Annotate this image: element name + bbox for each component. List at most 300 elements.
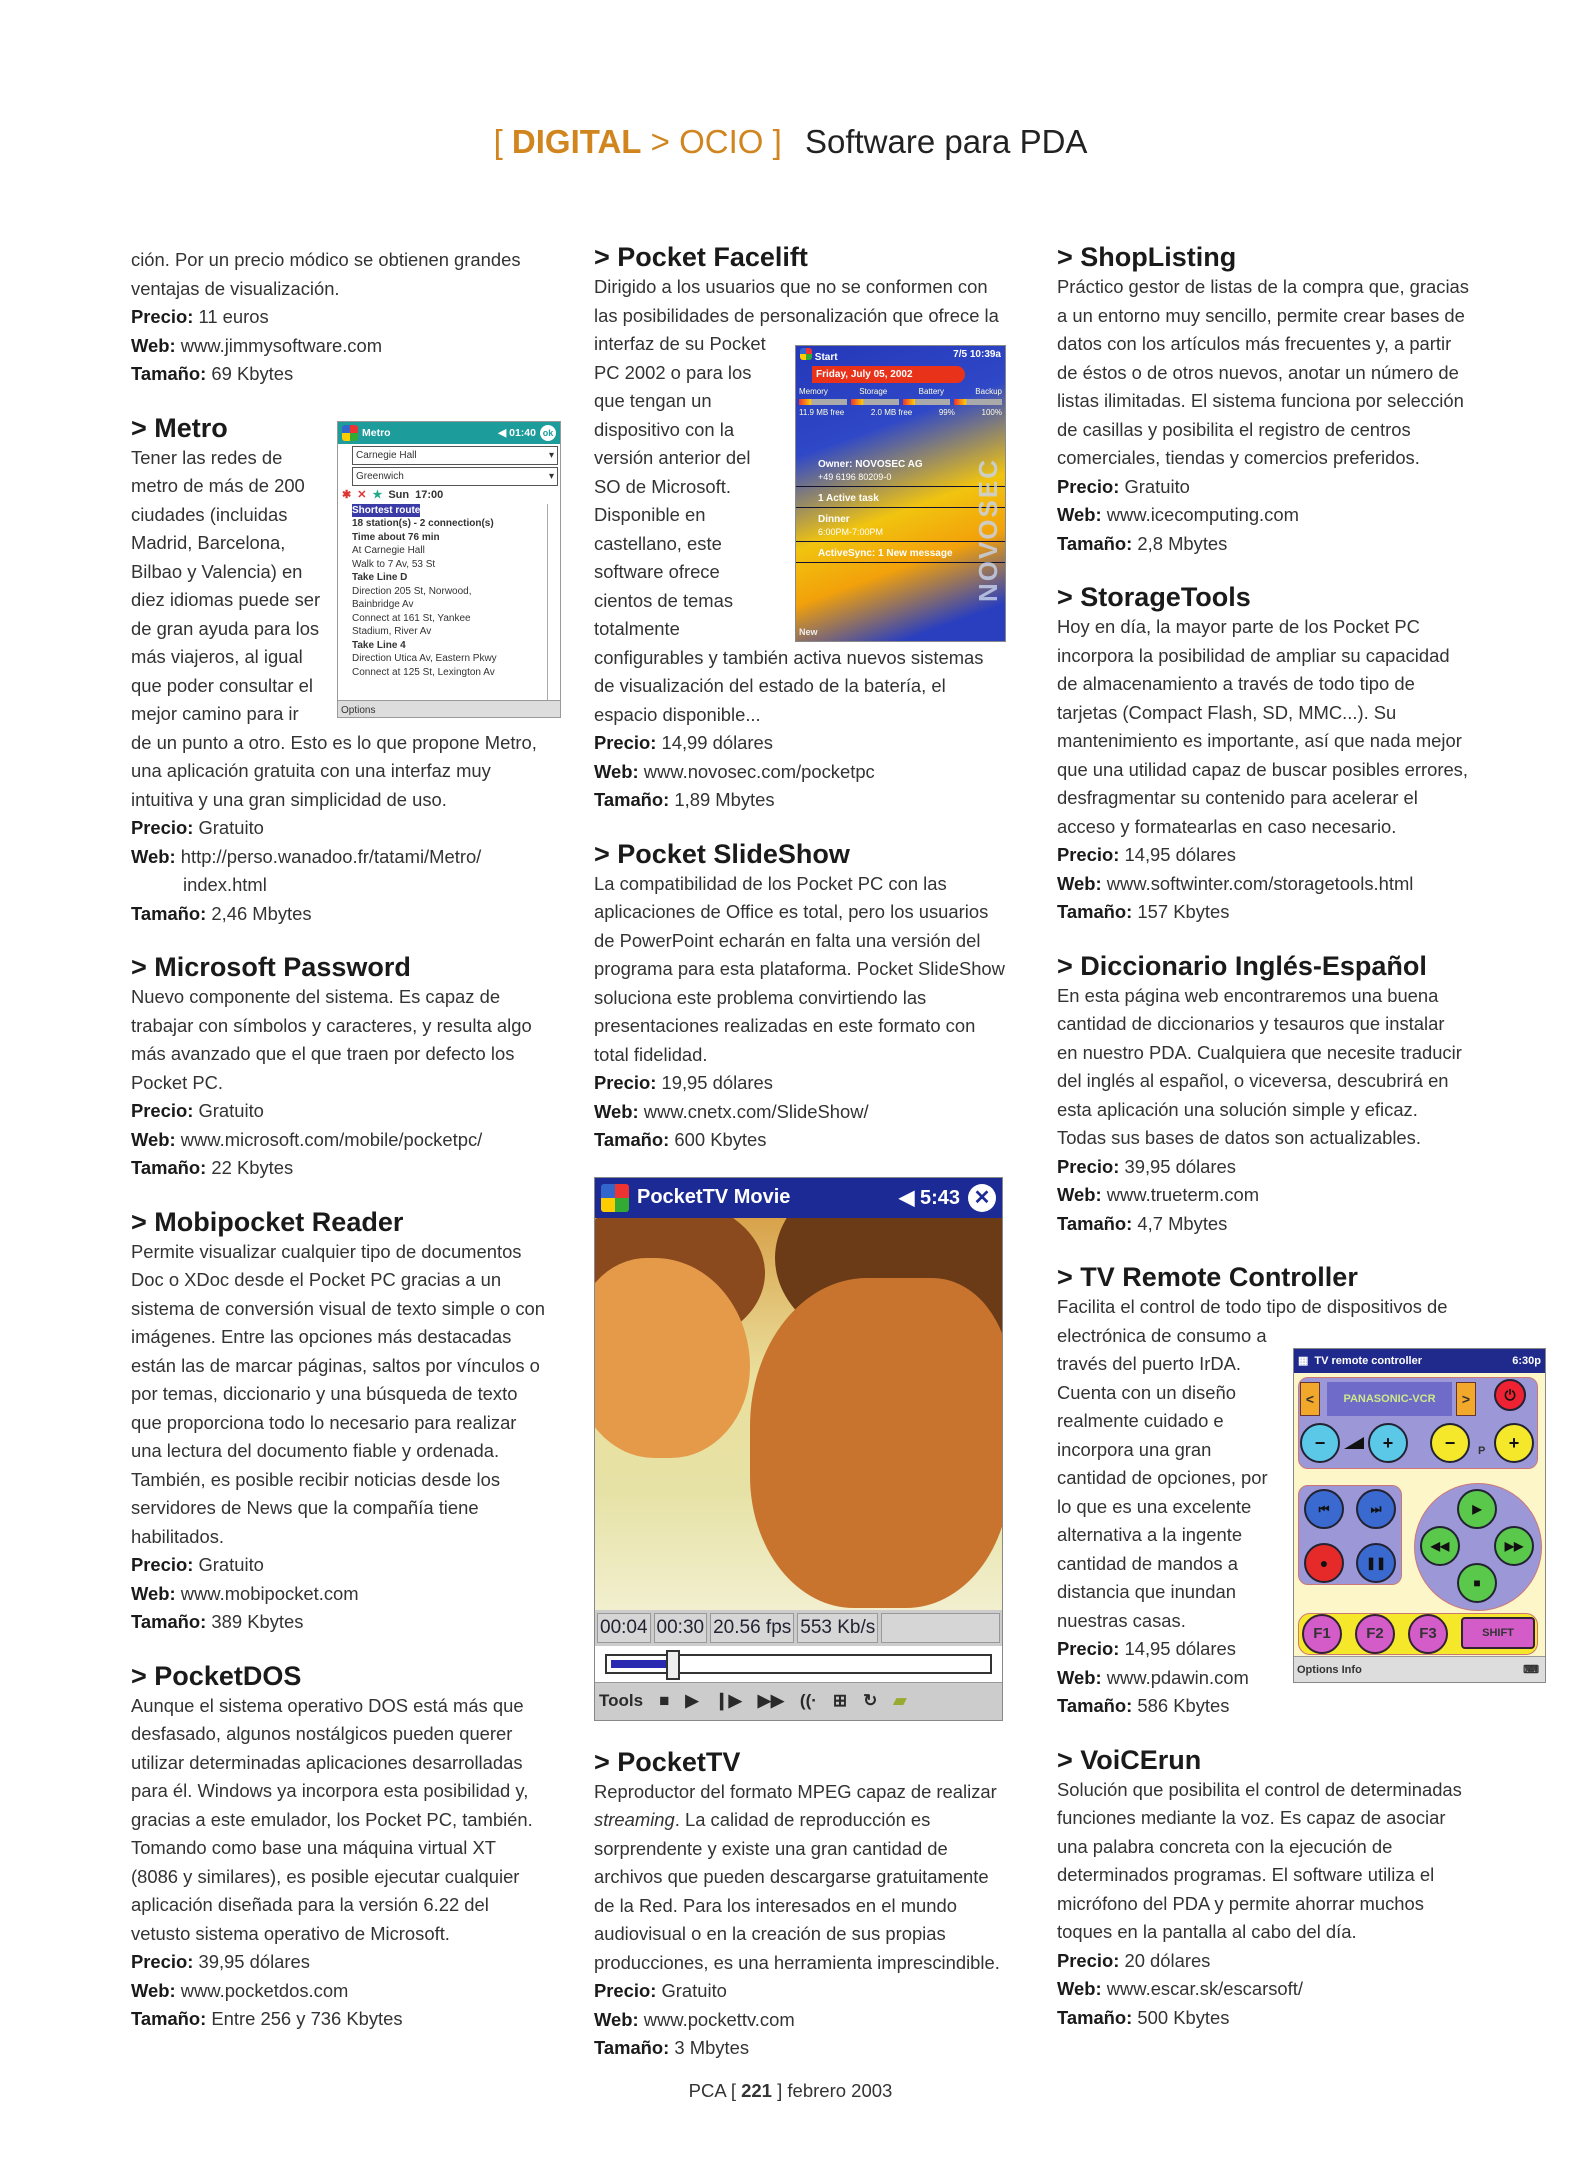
route-item: Shortest route — [352, 504, 421, 516]
price-value: 19,95 dólares — [661, 1072, 773, 1093]
route-item: Walk to 7 Av, 53 St — [352, 558, 436, 570]
step-icon[interactable]: ❙▶ — [714, 1691, 742, 1710]
size-value: 4,7 Mbytes — [1137, 1212, 1228, 1234]
title-text: TV Remote Controller — [1080, 1262, 1358, 1292]
size-label: Tamaño: — [594, 1129, 670, 1150]
star-icon[interactable]: ★ — [372, 488, 383, 501]
title-text: Mobipocket Reader — [154, 1206, 404, 1237]
new-menu[interactable]: New — [799, 627, 818, 637]
size-line — [131, 900, 545, 929]
title-arrow: > — [1057, 1262, 1073, 1292]
price-value: 11 euros — [198, 306, 269, 327]
appointment-time: 6:00PM-7:00PM — [818, 527, 884, 537]
pockettv-titlebar — [595, 1178, 1002, 1218]
next-device-button[interactable]: > — [1456, 1382, 1476, 1416]
size-value: 389 Kbytes — [211, 1611, 304, 1632]
web-line — [594, 758, 1006, 787]
article-intro-continuation — [131, 246, 545, 389]
title-arrow: > — [131, 1660, 147, 1691]
size-label: Tamaño: — [131, 1611, 207, 1632]
price-label: Precio: — [131, 1554, 194, 1575]
close-icon[interactable]: ✕ — [968, 1184, 996, 1212]
channel-up-button[interactable]: + — [1494, 1423, 1534, 1463]
web-label: Web: — [594, 1100, 639, 1122]
seek-progress — [611, 1660, 668, 1668]
web-line — [131, 332, 545, 361]
seek-bar[interactable] — [595, 1646, 1002, 1682]
title-text: Microsoft Password — [154, 952, 411, 982]
price-line — [594, 1977, 1006, 2006]
route-item: Time about 76 min — [352, 531, 440, 543]
size-line — [594, 786, 1006, 815]
owner-name: Owner: NOVOSEC AG — [818, 459, 923, 470]
web-line — [594, 1098, 1006, 1127]
route-item: Take Line 4 — [352, 639, 406, 651]
price-label: Precio: — [594, 1980, 657, 2001]
section-header — [0, 120, 1581, 164]
title-text: PocketDOS — [154, 1660, 302, 1691]
web-label: Web: — [594, 2008, 639, 2030]
article-title — [1057, 1261, 1469, 1293]
price-label: Precio: — [131, 306, 194, 327]
article-body: La compatibilidad de los Pocket PC con las aplicaciones de Office es total, pero los usuarios de PowerPoint echarán en falta una versión del programa para esta plataforma. Pocket SlideShow soluciona este problema convirtiendo las presentaciones realizadas en este formato con total fidelidad. — [594, 872, 1005, 1065]
appointment-title: Dinner — [818, 514, 850, 525]
stop-button[interactable]: ■ — [1457, 1563, 1497, 1603]
metro-clock: ◀ 01:40 — [498, 426, 536, 439]
play-icon[interactable]: ▶ — [685, 1691, 699, 1710]
loop-icon[interactable]: ↻ — [863, 1691, 878, 1710]
article-body: Facilita el control de todo tipo de dispositivos de electrónica de consumo a través del puerto IrDA. Cuenta con un diseño realmente cuidado e incorpora una gran cantidad de opciones, por lo que es una excelente alternativa a la ingente cantidad de mandos a distancia que inundan nuestras casas. — [1057, 1296, 1448, 1631]
gauge-label: Backup — [975, 387, 1002, 396]
metro-departure-time: 17:00 — [415, 488, 444, 501]
article-diccionario — [1057, 950, 1469, 1239]
price-value: 39,95 dólares — [1124, 1155, 1236, 1177]
price-line — [131, 1551, 545, 1580]
shift-button[interactable]: SHIFT — [1461, 1617, 1535, 1649]
size-line — [131, 360, 545, 389]
web-link[interactable]: www.softwinter.com/storagetools.html — [1106, 872, 1414, 894]
web-line — [594, 2006, 1006, 2035]
metro-day: Sun — [388, 488, 410, 501]
article-body: Nuevo componente del sistema. Es capaz de trabajar con símbolos y caracteres, y resulta algo más avanzado que el que traen por defecto los Pocket PC. — [131, 986, 532, 1093]
seek-handle[interactable] — [666, 1650, 680, 1680]
column-1 — [131, 246, 554, 2034]
size-label: Tamaño: — [1057, 2006, 1133, 2028]
title-text: StorageTools — [1080, 582, 1251, 612]
price-line — [1057, 1947, 1469, 1976]
price-line — [594, 1069, 1006, 1098]
size-value: 2,46 Mbytes — [211, 902, 312, 924]
price-label: Precio: — [1057, 844, 1120, 865]
power-icon[interactable]: ⏻ — [1494, 1379, 1526, 1411]
web-line — [1057, 1975, 1469, 2004]
web-line — [131, 1126, 545, 1155]
web-link[interactable]: www.icecomputing.com — [1106, 504, 1299, 525]
footer-bracket: [ — [730, 2080, 736, 2101]
prev-device-button[interactable]: < — [1300, 1382, 1320, 1416]
device-display: PANASONIC-VCR — [1327, 1382, 1452, 1416]
article-title — [594, 838, 1006, 870]
metro-app-title: Metro — [362, 426, 391, 439]
article-body: ción. Por un precio módico se obtienen grandes ventajas de visualización. — [131, 249, 521, 299]
options-menu[interactable]: Options — [1297, 1664, 1339, 1676]
gauge-value: 11.9 MB free — [799, 408, 845, 417]
route-list[interactable] — [352, 504, 548, 700]
tvremote-menu-bar — [1294, 1656, 1545, 1682]
price-value: 39,95 dólares — [198, 1951, 310, 1972]
web-link[interactable]: http://perso.wanadoo.fr/tatami/Metro/ index.html — [180, 845, 482, 895]
gauge-label: Memory — [799, 387, 828, 396]
start-menu[interactable]: Start — [814, 352, 838, 363]
volume-icon — [1344, 1437, 1364, 1449]
keyboard-icon[interactable]: ⌨ — [1523, 1664, 1539, 1676]
title-text: Metro — [154, 412, 228, 443]
price-label: Precio: — [1057, 1155, 1120, 1177]
article-pockettv — [594, 1746, 1006, 2063]
article-title — [1057, 241, 1469, 273]
size-value: 1,89 Mbytes — [674, 789, 775, 810]
f3-button[interactable]: F3 — [1408, 1614, 1448, 1654]
page-title: Software para PDA — [804, 123, 1088, 160]
facelift-screenshot — [795, 345, 1006, 642]
activesync-item[interactable]: ActiveSync: 1 New message — [796, 542, 1005, 563]
column-3 — [1057, 241, 1541, 2032]
title-arrow: > — [594, 1746, 610, 1777]
gauge-labels — [796, 385, 1005, 398]
title-arrow: > — [594, 242, 610, 272]
f2-button[interactable]: F2 — [1355, 1614, 1395, 1654]
metro-titlebar — [338, 422, 560, 444]
web-line — [1057, 501, 1469, 530]
web-label: Web: — [131, 334, 176, 356]
size-value: 500 Kbytes — [1137, 2006, 1230, 2028]
article-pocket-slideshow — [594, 838, 1006, 1155]
article-body: Solución que posibilita el control de determinadas funciones mediante la voz. Es capaz de asociar una palabra concreta con la ejecución de determinados programas. El software utiliza el micrófono del PDA y permite ahorrar muchos toques en la pantalla al cabo del día. — [1057, 1778, 1462, 1942]
size-label: Tamaño: — [131, 363, 207, 384]
size-line — [1057, 530, 1469, 559]
web-line — [131, 843, 545, 900]
price-value: Gratuito — [198, 1554, 264, 1575]
article-body: En esta página web encontraremos una buena cantidad de diccionarios y tesauros que instalar en nuestro PDA. Cualquiera que necesite traducir del inglés al español, o viceversa, descubrirá en esta aplicación una solución simple y eficaz. Todas sus bases de datos son actualizables. — [1057, 984, 1462, 1148]
price-line — [1057, 841, 1469, 870]
route-item: Direction 205 St, Norwood, — [352, 585, 472, 597]
price-line — [131, 1097, 545, 1126]
route-item: Connect at 161 St, Yankee — [352, 612, 471, 624]
size-value: 586 Kbytes — [1137, 1695, 1230, 1716]
web-link[interactable]: www.escar.sk/escarsoft/ — [1106, 1978, 1303, 1999]
metro-menu-bar — [338, 700, 560, 718]
novosec-logo: NOVOSEC — [973, 458, 1003, 603]
price-value: Gratuito — [198, 817, 264, 838]
body-text: . La calidad de reproducción es sorprendente y existe una gran cantidad de archivos que pueden descargarse gratuitamente de la Red. Para los interesados en el mundo audiovisual o en la creación de sus propias producciones, es una herramienta imprescindible. — [594, 1809, 1000, 1973]
size-line — [1057, 898, 1469, 927]
pockettv-clock: ◀ 5:43 — [899, 1187, 960, 1209]
price-label: Precio: — [594, 1072, 657, 1093]
facelift-titlebar — [796, 346, 1005, 366]
price-label: Precio: — [131, 817, 194, 838]
windows-start-icon — [800, 348, 812, 360]
size-value: 600 Kbytes — [674, 1129, 767, 1150]
article-tv-remote — [1057, 1261, 1541, 1721]
article-body: Tener las redes de metro de más de 200 ciudades (incluidas Madrid, Barcelona, Bilbao y Valencia) en diez idiomas puede ser de gran ayuda para los más viajeros, al igual que poder consultar el mejor camino para ir de un punto a otro. Esto es lo que propone Metro, una aplicación gratuita con una interfaz muy intuitiva y una gran simplicidad de uso. — [131, 446, 537, 810]
facelift-date: 7/5 — [953, 349, 968, 360]
article-body: Práctico gestor de listas de la compra que, gracias a un entorno muy sencillo, permite crear bases de datos con los artículos más frecuentes y, a partir de éstos o de otros nuevos, anotar un número de listas ilimitadas. El sistema funciona por selección de casillas y posibilita el registro de centros comerciales, tiendas y comercios preferidos. — [1057, 276, 1469, 468]
today-date: Friday, July 05, 2002 — [812, 366, 965, 383]
route-item: Connect at 125 St, Lexington Av — [352, 666, 495, 678]
size-label: Tamaño: — [1057, 1695, 1133, 1716]
footer-bracket: ] — [777, 2080, 783, 2101]
web-line — [131, 1580, 545, 1609]
gauge-label: Storage — [859, 387, 888, 396]
open-folder-icon[interactable]: ▰ — [893, 1691, 907, 1710]
size-line — [131, 1608, 545, 1637]
article-title — [594, 241, 1006, 273]
video-frame — [595, 1218, 1002, 1610]
options-menu[interactable]: Options — [341, 704, 376, 716]
article-pocketdos — [131, 1660, 545, 2034]
price-value: 14,95 dólares — [1124, 1638, 1236, 1659]
tools-menu[interactable]: Tools — [599, 1691, 644, 1710]
web-link[interactable]: www.pockettv.com — [643, 2008, 795, 2030]
price-line — [594, 729, 1006, 758]
pockettv-toolbar — [595, 1682, 1002, 1720]
price-value: 20 dólares — [1124, 1949, 1211, 1971]
size-line — [594, 1126, 1006, 1155]
gauge-value: 2.0 MB free — [870, 408, 913, 417]
size-line — [131, 2005, 545, 2034]
rewind-button[interactable]: ◀◀ — [1420, 1526, 1460, 1566]
issue-date: febrero 2003 — [787, 2080, 893, 2101]
delete-icon[interactable]: ✕ — [357, 488, 367, 501]
article-metro — [131, 412, 554, 929]
web-line — [1057, 1181, 1469, 1210]
article-title — [131, 951, 545, 983]
article-voicerun — [1057, 1744, 1469, 2033]
tvremote-app-title: TV remote controller — [1314, 1354, 1422, 1367]
price-value: 14,95 dólares — [1124, 844, 1236, 865]
article-microsoft-password — [131, 951, 545, 1183]
web-link[interactable]: www.jimmysoftware.com — [180, 334, 383, 356]
web-label: Web: — [594, 760, 639, 782]
web-label: Web: — [131, 1128, 176, 1150]
web-label: Web: — [131, 845, 176, 867]
route-item: Take Line D — [352, 572, 408, 583]
body-emphasis: streaming — [594, 1809, 675, 1830]
subsection-name: OCIO — [679, 123, 764, 160]
app-icons-row — [796, 419, 1005, 453]
title-text: Pocket SlideShow — [617, 838, 850, 869]
size-label: Tamaño: — [594, 789, 670, 810]
title-arrow: > — [131, 412, 147, 443]
elapsed-time: 00:04 — [597, 1613, 651, 1643]
fast-forward-icon[interactable]: ▶▶ — [757, 1691, 784, 1710]
metro-screenshot — [337, 421, 561, 718]
web-label: Web: — [131, 1979, 176, 2001]
size-value: 69 Kbytes — [211, 363, 294, 384]
web-link[interactable]: www.trueterm.com — [1106, 1184, 1260, 1205]
gauge-bars — [796, 398, 1005, 406]
article-body: Aunque el sistema operativo DOS está más que desfasado, algunos nostálgicos pueden querer utilizar determinadas aplicaciones desarrolladas para él. Windows ya incorpora esta posibilidad y, gracias a este emulador, los Pocket PC, también. Tomando como base una máquina virtual XT (8086 y similares), es posible ejecutar cualquier aplicación diseñada para la versión 6.22 del vetusto sistema operativo de Microsoft. — [131, 1694, 533, 1944]
body-text: Reproductor del formato MPEG capaz de realizar — [594, 1780, 997, 1802]
from-station-select[interactable]: Carnegie Hall ▾ — [352, 446, 558, 465]
owner-phone: +49 6196 80209-0 — [818, 472, 892, 482]
size-value: 157 Kbytes — [1137, 901, 1230, 922]
article-body — [594, 1778, 1006, 1978]
previous-track-button[interactable]: ⏮ — [1304, 1489, 1344, 1529]
price-label: Precio: — [594, 732, 657, 753]
stop-icon[interactable]: ■ — [659, 1691, 670, 1710]
size-label: Tamaño: — [131, 1157, 207, 1178]
title-arrow: > — [1057, 582, 1073, 612]
route-item: Stadium, River Av — [352, 626, 432, 637]
channel-label: P — [1478, 1445, 1486, 1457]
title-arrow: > — [131, 1206, 147, 1237]
price-line — [1057, 473, 1469, 502]
web-link[interactable]: www.mobipocket.com — [180, 1582, 359, 1604]
gauge-value: 99% — [938, 408, 955, 417]
page-number: 221 — [741, 2080, 772, 2101]
title-text: Diccionario Inglés-Español — [1080, 950, 1427, 981]
route-item: At Carnegie Hall — [352, 545, 425, 556]
magazine-name: PCA — [688, 2080, 726, 2101]
web-label: Web: — [1057, 1978, 1102, 1999]
size-value: 2,8 Mbytes — [1137, 532, 1228, 554]
fast-forward-button[interactable]: ▶▶ — [1494, 1526, 1534, 1566]
size-label: Tamaño: — [594, 2037, 670, 2058]
metro-toolbar — [338, 486, 560, 504]
article-mobipocket — [131, 1206, 545, 1637]
price-label: Precio: — [131, 1951, 194, 1972]
size-line — [1057, 2004, 1469, 2033]
f1-button[interactable]: F1 — [1302, 1614, 1342, 1654]
bit-rate: 553 Kb/s — [797, 1613, 878, 1643]
article-title — [131, 1660, 545, 1692]
price-line — [1057, 1153, 1469, 1182]
walk-icon[interactable]: ✱ — [342, 488, 352, 501]
windows-start-icon — [342, 425, 358, 441]
playback-status — [595, 1610, 1002, 1646]
title-arrow: > — [131, 952, 147, 982]
title-text: Pocket Facelift — [617, 242, 808, 272]
column-2 — [594, 241, 1006, 2063]
route-item: Bainbridge Av — [352, 599, 414, 610]
size-label: Tamaño: — [1057, 532, 1133, 554]
play-button[interactable]: ▶ — [1457, 1489, 1497, 1529]
pause-button[interactable]: ❚❚ — [1356, 1543, 1396, 1583]
article-body: Hoy en día, la mayor parte de los Pocket PC incorpora la posibilidad de ampliar su capacidad de almacenamiento a través de todo tipo de tarjetas (Compact Flash, SD, MMC...). Su mantenimiento es importante, así que nada mejor que una utilidad capaz de buscar posibles errores, desfragmentar su contenido para acelerar el acceso y formatearlas en caso necesario. — [1057, 616, 1468, 837]
size-line — [131, 1154, 545, 1183]
web-line — [1057, 870, 1469, 899]
web-label: Web: — [1057, 1666, 1102, 1688]
price-value: Gratuito — [1124, 475, 1190, 497]
gauge-values — [796, 406, 1005, 419]
title-arrow: > — [1057, 950, 1073, 981]
next-track-button[interactable]: ⏭ — [1356, 1489, 1396, 1529]
pockettv-screenshot — [594, 1177, 1003, 1721]
tvremote-clock: 6:30p — [1512, 1354, 1541, 1367]
gauge-label: Battery — [918, 387, 944, 396]
price-label: Precio: — [1057, 1638, 1120, 1659]
title-arrow: > — [594, 838, 610, 869]
route-item: Direction Utica Av, Eastern Pkwy — [352, 653, 497, 664]
tasks-item[interactable]: 1 Active task — [796, 487, 1005, 508]
article-body: Permite visualizar cualquier tipo de documentos Doc o XDoc desde el Pocket PC gracias a un sistema de conversión visual de texto simple o con imágenes. Entre las opciones más destacadas están las de marcar páginas, saltos por vínculos o por temas, diccionario y una búsqueda de texto que proporciona todo lo necesario para realizar una lectura del documento fiable y ordenada. También, es posible recibir noticias desde los servidores de News que la compañía tiene habilitados. — [131, 1240, 545, 1547]
size-line — [1057, 1210, 1469, 1239]
article-shoplisting — [1057, 241, 1469, 558]
size-line — [1057, 1692, 1469, 1721]
tvremote-titlebar — [1294, 1349, 1545, 1373]
web-label: Web: — [1057, 1184, 1102, 1205]
channel-down-button[interactable]: − — [1430, 1423, 1470, 1463]
volume-down-button[interactable]: − — [1300, 1423, 1340, 1463]
pockettv-app-title: PocketTV Movie — [637, 1186, 791, 1208]
app-icon: ▦ — [1298, 1354, 1309, 1367]
frame-rate: 20.56 fps — [710, 1613, 794, 1643]
fullscreen-icon[interactable]: ⊞ — [832, 1691, 848, 1710]
article-storagetools — [1057, 581, 1469, 927]
stream-icon[interactable]: ((· — [799, 1691, 817, 1710]
web-label: Web: — [1057, 872, 1102, 894]
title-text: PocketTV — [617, 1746, 741, 1777]
price-value: Gratuito — [661, 1980, 727, 2001]
info-menu[interactable]: Info — [1341, 1664, 1362, 1676]
web-link[interactable]: www.microsoft.com/mobile/pocketpc/ — [180, 1128, 483, 1150]
record-button[interactable]: ● — [1304, 1543, 1344, 1583]
price-line — [131, 1948, 545, 1977]
article-body: Dirigido a los usuarios que no se conformen con las posibilidades de personalización que ofrece la interfaz de su Pocket PC 2002 o para los que tengan un dispositivo con la versión anterior del SO de Microsoft. Disponible en castellano, este software ofrece cientos de temas totalmente configurables y también activa nuevos sistemas de visualización del estado de la batería, el espacio disponible... — [594, 276, 999, 725]
facelift-time: 10:39a — [969, 349, 1001, 360]
section-separator: > — [650, 123, 670, 160]
title-text: ShopListing — [1080, 242, 1237, 272]
gauge-value: 100% — [981, 408, 1002, 417]
title-arrow: > — [1057, 242, 1073, 272]
size-label: Tamaño: — [131, 2008, 207, 2029]
size-label: Tamaño: — [1057, 1212, 1133, 1234]
article-pocket-facelift — [594, 241, 1006, 815]
page-footer — [0, 2080, 1581, 2102]
total-time: 00:30 — [654, 1613, 708, 1643]
route-item: 18 station(s) - 2 connection(s) — [352, 518, 494, 529]
article-title — [594, 1746, 1006, 1778]
web-link[interactable]: www.pocketdos.com — [180, 1979, 349, 2001]
ok-button[interactable]: ok — [540, 425, 556, 441]
article-title — [1057, 950, 1469, 982]
windows-start-icon — [601, 1184, 629, 1212]
title-arrow: > — [1057, 1744, 1073, 1775]
volume-up-button[interactable]: + — [1368, 1423, 1408, 1463]
web-line — [131, 1977, 545, 2006]
size-label: Tamaño: — [131, 902, 207, 924]
price-label: Precio: — [1057, 1949, 1120, 1971]
article-title — [1057, 581, 1469, 613]
price-label: Precio: — [1057, 475, 1120, 497]
price-line — [131, 303, 545, 332]
to-station-select[interactable]: Greenwich ▾ — [352, 467, 558, 486]
tv-remote-screenshot — [1293, 1348, 1546, 1683]
size-line — [594, 2034, 1006, 2063]
article-title — [131, 1206, 545, 1238]
web-link[interactable]: www.cnetx.com/SlideShow/ — [643, 1100, 869, 1122]
size-value: 22 Kbytes — [211, 1157, 294, 1178]
bracket-close: ] — [772, 123, 782, 160]
price-label: Precio: — [131, 1100, 194, 1121]
article-title — [1057, 1744, 1469, 1776]
size-value: 3 Mbytes — [674, 2037, 750, 2058]
web-link[interactable]: www.novosec.com/pocketpc — [643, 760, 875, 782]
web-link[interactable]: www.pdawin.com — [1106, 1666, 1249, 1688]
bracket-open: [ — [493, 123, 503, 160]
size-value: Entre 256 y 736 Kbytes — [211, 2008, 403, 2029]
